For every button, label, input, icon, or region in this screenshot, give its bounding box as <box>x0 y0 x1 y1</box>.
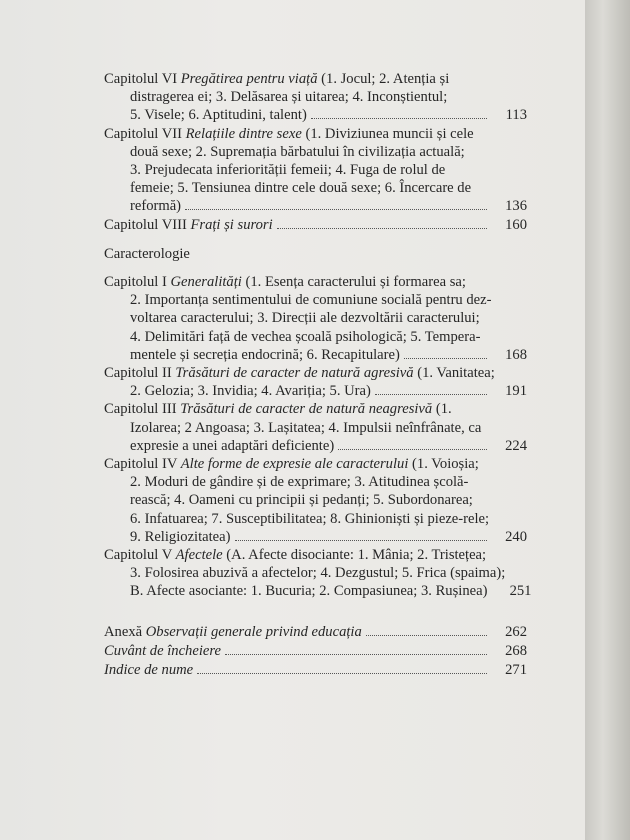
chapter-name: Trăsături de caracter de natură agresivă <box>175 365 414 382</box>
toc-entry-chapter-ii <box>104 364 527 400</box>
entry-text: (1. Jocul; 2. Atenția și <box>321 71 450 87</box>
chapter-name: Afectele <box>175 547 223 564</box>
chapter-title: Capitolul II <box>104 365 172 382</box>
entry-text: reformă) <box>130 198 182 215</box>
entry-text: 2. Moduri de gândire și de exprimare; 3. Atitudinea școlă- <box>130 474 469 491</box>
page-number: 224 <box>505 437 527 454</box>
entry-text: Izolarea; 2 Angoasa; 3. Lașitatea; 4. Impulsii neînfrânate, ca <box>130 419 482 436</box>
toc-entry-chapter-v <box>104 546 532 601</box>
entry-text: 2. Gelozia; 3. Invidia; 4. Avariția; 5. Ura) <box>130 383 371 400</box>
entry-text: (1. Diviziunea muncii și cele <box>305 125 474 142</box>
chapter-title: Capitolul I <box>104 274 167 291</box>
toc-entry-chapter-viii <box>104 216 527 234</box>
chapter-title: Capitolul IV <box>104 456 178 473</box>
chapter-name: Relațiile dintre sexe <box>185 125 302 142</box>
dot-leader <box>185 209 487 210</box>
toc-entry-chapter-vi <box>104 70 527 125</box>
entry-text: 4. Delimitări față de vechea școală psihologică; 5. Tempera- <box>130 328 481 345</box>
dot-leader <box>338 449 487 450</box>
entry-text: (1. Voioșia; <box>412 456 479 473</box>
page-number: 271 <box>505 661 527 678</box>
chapter-title: Capitolul VI <box>104 71 178 87</box>
chapter-name: Generalități <box>170 274 242 291</box>
chapter-title: Capitolul III <box>104 401 177 418</box>
entry-text: 2. Importanța sentimentului de comuniune socială pentru dez- <box>130 292 492 309</box>
entry-text: (1. Vanitatea; <box>417 365 495 382</box>
section-heading: Caracterologie <box>104 245 190 262</box>
chapter-name: Trăsături de caracter de natură neagresivă <box>180 401 433 418</box>
closing-name: Cuvânt de încheiere <box>104 642 221 659</box>
entry-text: (1. Esența caracterului și formarea sa; <box>245 274 466 291</box>
dot-leader <box>366 635 487 636</box>
table-of-contents <box>104 70 532 680</box>
dot-leader <box>197 673 487 674</box>
entry-text: două sexe; 2. Supremația bărbatului în civilizația actuală; <box>130 143 465 160</box>
chapter-title: Capitolul V <box>104 547 172 564</box>
index-name: Indice de nume <box>104 661 194 678</box>
entry-text: femeie; 5. Tensiunea dintre cele două sexe; 6. Încercare de <box>130 180 472 197</box>
entry-text: (A. Afecte disociante: 1. Mânia; 2. Tristețea; <box>226 547 487 564</box>
page-number: 268 <box>505 642 527 659</box>
dot-leader <box>235 540 488 541</box>
annex-title: Anexă <box>104 623 143 640</box>
page-number: 136 <box>505 198 527 215</box>
toc-entry-closing <box>104 642 527 661</box>
entry-text: expresie a unei adaptări deficiente) <box>130 437 335 454</box>
toc-entry-chapter-iii <box>104 400 527 455</box>
entry-text: 9. Religiozitatea) <box>130 528 231 545</box>
entry-text: 3. Prejudecata inferiorității femeii; 4. Fuga de rolul de <box>130 162 446 179</box>
toc-entry-chapter-i <box>104 273 527 364</box>
entry-text: (1. <box>435 401 452 418</box>
toc-entry-annex <box>104 623 527 642</box>
chapter-name: Pregătirea pentru viață <box>180 71 318 87</box>
entry-text: B. Afecte asociante: 1. Bucuria; 2. Compasiunea; 3. Rușinea) <box>130 583 488 600</box>
page-number: 113 <box>505 107 527 124</box>
chapter-name: Frați și surori <box>190 216 273 233</box>
toc-entry-index <box>104 661 527 680</box>
entry-text: mentele și secreția endocrină; 6. Recapitulare) <box>130 346 400 363</box>
page-number: 168 <box>505 346 527 363</box>
dot-leader <box>277 228 487 229</box>
page-number: 240 <box>505 528 527 545</box>
entry-text: 3. Folosirea abuzivă a afectelor; 4. Dezgustul; 5. Frica (spaima); <box>130 565 506 582</box>
dot-leader <box>311 118 487 119</box>
page-number: 262 <box>505 623 527 640</box>
annex-name: Observații generale privind educația <box>145 623 362 640</box>
entry-text: voltarea caracterului; 3. Direcții ale dezvoltării caracterului; <box>130 310 480 327</box>
page-number: 251 <box>509 583 532 600</box>
page-number: 160 <box>505 216 527 233</box>
chapter-title: Capitolul VII <box>104 125 182 142</box>
dot-leader <box>225 654 487 655</box>
page-edge <box>585 0 630 840</box>
chapter-name: Alte forme de expresie ale caracterului <box>180 456 409 473</box>
entry-text: 6. Infatuarea; 7. Susceptibilitatea; 8. Ghinioniști și pieze-rele; <box>130 510 490 527</box>
entry-text: rească; 4. Oameni cu principii și pedanți; 5. Subordonarea; <box>130 492 473 509</box>
chapter-title: Capitolul VIII <box>104 216 187 233</box>
dot-leader <box>404 358 487 359</box>
toc-entry-chapter-vii <box>104 125 527 216</box>
entry-text: 5. Visele; 6. Aptitudini, talent) <box>130 107 307 124</box>
dot-leader <box>375 394 487 395</box>
page-number: 191 <box>505 383 527 400</box>
toc-entry-chapter-iv <box>104 455 527 546</box>
entry-text: distragerea ei; 3. Delăsarea și uitarea; 4. Inconștientul; <box>130 89 448 106</box>
